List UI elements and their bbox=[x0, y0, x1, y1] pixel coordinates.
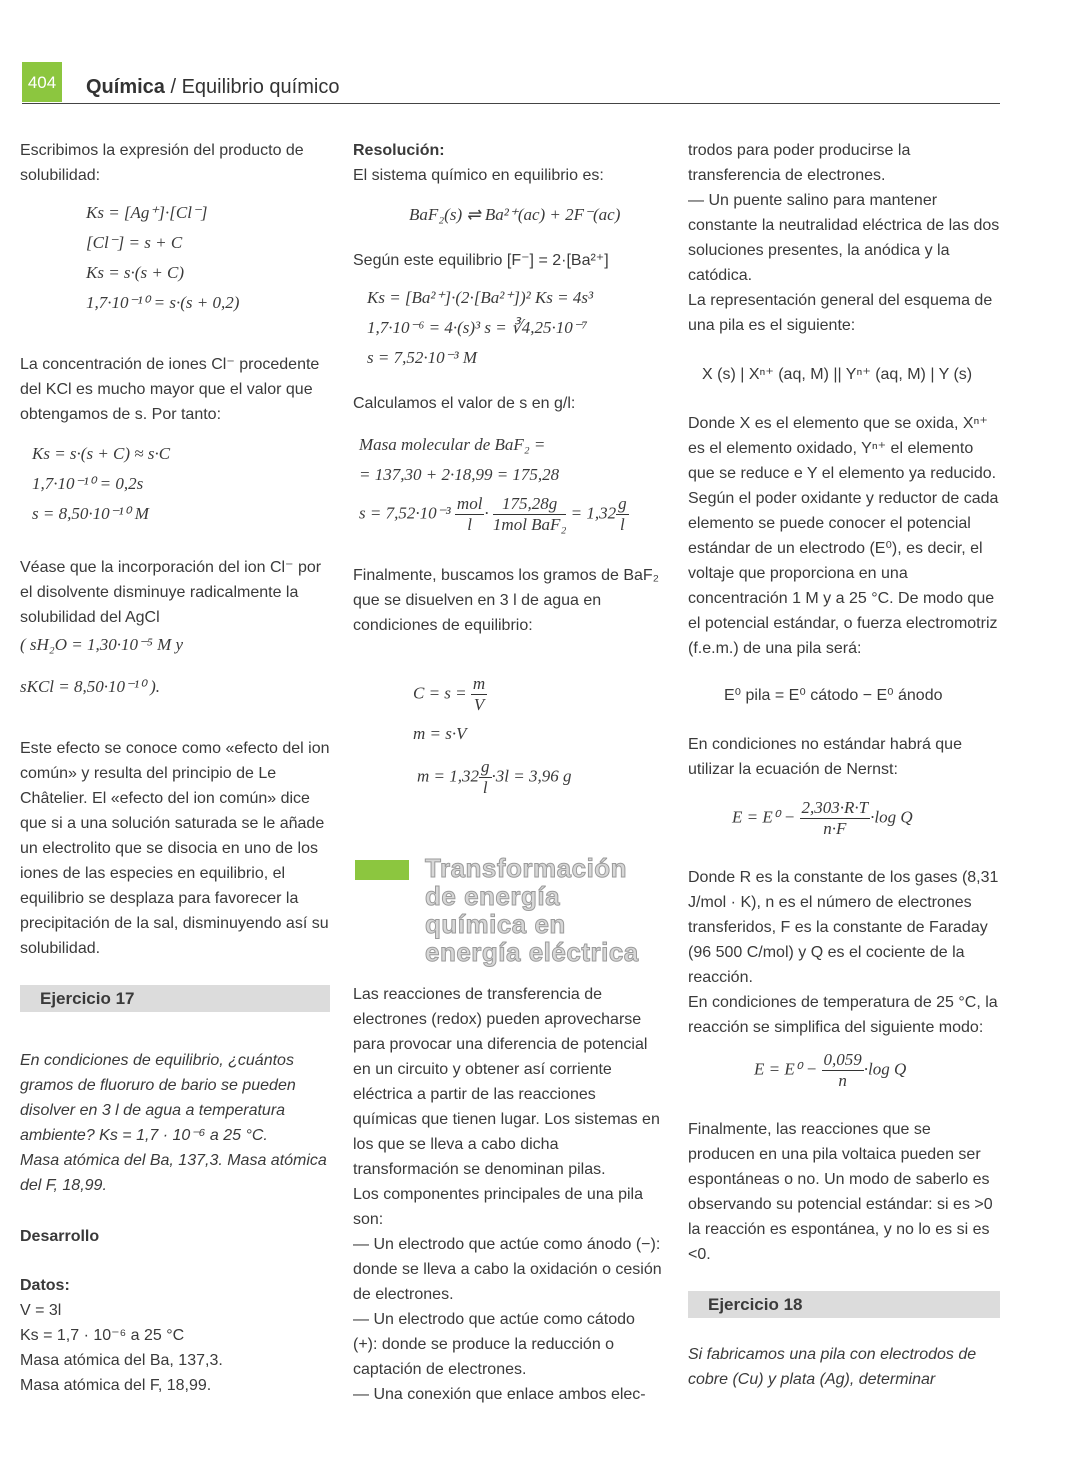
column-left bbox=[20, 138, 330, 1398]
fraction bbox=[455, 494, 485, 535]
fraction bbox=[616, 494, 629, 535]
equation: s = 8,50·10⁻¹⁰ M bbox=[32, 504, 149, 523]
fraction bbox=[471, 674, 487, 715]
fraction-numerator: 2,303·R·T bbox=[801, 798, 869, 817]
paragraph: Finalmente, las reacciones que se producen en una pila voltaica pueden ser espontáneas o no. Un modo de saberlo es observando su potencial estándar: si es >0 la reacción es espontánea, y no lo es si es <0. bbox=[688, 1121, 993, 1263]
fraction-denominator: l bbox=[619, 515, 625, 534]
paragraph: En condiciones de temperatura de 25 °C, la reacción se simplifica del siguiente modo: bbox=[688, 994, 998, 1036]
exercise-statement: Si fabricamos una pila con electrodos de cobre (Cu) y plata (Ag), determinar bbox=[688, 1346, 977, 1388]
equation: BaF₂(s) ⇌ Ba²⁺(ac) + 2F⁻(ac) bbox=[409, 205, 621, 224]
header-topic: Equilibrio químico bbox=[181, 76, 340, 98]
equation-part: ·log Q bbox=[870, 807, 913, 827]
equation-part: C = s = bbox=[413, 683, 467, 703]
pile-scheme: X (s) | Xⁿ⁺ (aq, M) || Yⁿ⁺ (aq, M) | Y (s) bbox=[702, 366, 973, 383]
equation-part: = 1,32 bbox=[570, 503, 617, 523]
header-rule bbox=[22, 103, 1000, 104]
paragraph: La representación general del esquema de una pila es el siguiente: bbox=[688, 292, 993, 334]
data-line: Ks = 1,7 · 10⁻⁶ a 25 °C bbox=[20, 1327, 185, 1344]
paragraph: Véase que la incorporación del ion Cl⁻ por el disolvente disminuye radicalmente la solubilidad del AgCl bbox=[20, 559, 322, 626]
equation: s = 7,52·10⁻³ M bbox=[367, 348, 478, 367]
exercise-17-heading: Ejercicio 17 bbox=[20, 985, 330, 1012]
equation-part: ·3l = 3,96 g bbox=[491, 766, 572, 786]
data-line: Masa atómica del Ba, 137,3. bbox=[20, 1352, 223, 1369]
paragraph: El sistema químico en equilibrio es: bbox=[353, 167, 604, 184]
fraction-denominator: 1mol BaF₂ bbox=[492, 515, 567, 534]
list-item: — Un electrodo que actúe como ánodo (−): donde se lleva a cabo la oxidación o cesión de electrones. bbox=[353, 1236, 662, 1303]
paragraph: Las reacciones de transferencia de electrones (redox) pueden aprovecharse para provocar una diferencia de potencial en un circuito y obtener así corriente eléctrica a partir de las reacciones químicas que tienen lugar. Los sistemas en los que se lleva a cabo dicha transformación se denominan pilas. bbox=[353, 986, 660, 1178]
column-right bbox=[688, 138, 1000, 1392]
fraction bbox=[822, 1050, 864, 1091]
equation-block bbox=[353, 416, 663, 535]
paragraph: Donde X es el elemento que se oxida, Xⁿ⁺ es el elemento oxidado, Yⁿ⁺ el elemento que se reduce e Y el elemento ya reducido. Según el poder oxidante y reductor de cada elemento se puede conocer el potencial estándar de un electrodo (E⁰), es decir, el voltaje que proporciona en una concentración 1 M y a 25 °C. De modo que el potencial estándar, o fuerza electromotriz (f.e.m.) de una pila será: bbox=[688, 415, 999, 657]
paragraph: Los componentes principales de una pila son: bbox=[353, 1186, 643, 1228]
paragraph: Calculamos el valor de s en g/l: bbox=[353, 395, 576, 412]
fraction-numerator: mol bbox=[456, 494, 483, 513]
fraction-denominator: l bbox=[467, 515, 473, 534]
exercise-statement: En condiciones de equilibrio, ¿cuántos gramos de fluoruro de bario se pueden disolver en 3 l de agua a temperatura ambiente? Ks = 1,7 · 10⁻⁶ a 25 °C. bbox=[20, 1052, 296, 1144]
equation-part: E = E⁰ − bbox=[754, 1059, 818, 1079]
header-separator: / bbox=[164, 76, 182, 98]
equation: Ks = s·(s + C) bbox=[86, 263, 185, 282]
section-marker bbox=[355, 860, 409, 880]
paragraph: La concentración de iones Cl⁻ procedente del KCl es mucho mayor que el valor que obtengamos de s. Por tanto: bbox=[20, 356, 320, 423]
equation-block bbox=[353, 638, 663, 798]
paragraph: Este efecto se conoce como «efecto del ion común» y resulta del principio de Le Châtelier. El «efecto del ion común» dice que si a una solución saturada se le añade un electrolito que se disocia en uno de los iones de las especies en equilibrio, el equilibrio se desplaza para favorecer la precipitación de la sal, disminuyendo así su solubilidad. bbox=[20, 740, 330, 957]
section-label: Resolución: bbox=[353, 142, 445, 159]
fraction-numerator: 0,059 bbox=[823, 1050, 862, 1069]
equation: 1,7·10⁻¹⁰ = 0,2s bbox=[32, 474, 144, 493]
equation bbox=[413, 674, 663, 715]
fraction bbox=[493, 494, 566, 535]
equation bbox=[413, 757, 663, 798]
equation: sKCl = 8,50·10⁻¹⁰ ). bbox=[20, 677, 161, 696]
paragraph: En condiciones no estándar habrá que utilizar la ecuación de Nernst: bbox=[688, 736, 962, 778]
fraction-numerator: g bbox=[618, 494, 627, 513]
exercise-18-heading: Ejercicio 18 bbox=[688, 1291, 1000, 1318]
equation: [Cl⁻] = s + C bbox=[86, 233, 183, 252]
fraction-numerator: 175,28g bbox=[493, 494, 566, 515]
section-heading bbox=[353, 854, 663, 966]
equation: 1,7·10⁻⁶ = 4·(s)³ s = ∛4,25·10⁻⁷ bbox=[367, 318, 588, 337]
fraction bbox=[479, 757, 492, 798]
equation-block bbox=[20, 188, 330, 318]
exercise-statement: Masa atómica del Ba, 137,3. Masa atómica del F, 18,99. bbox=[20, 1152, 327, 1194]
fraction-numerator: g bbox=[481, 757, 490, 776]
paragraph: Escribimos la expresión del producto de solubilidad: bbox=[20, 142, 304, 184]
equation-part: s = 7,52·10⁻³ bbox=[359, 503, 451, 523]
page-number: 404 bbox=[22, 62, 62, 102]
paragraph: Según este equilibrio [F⁻] = 2·[Ba²⁺] bbox=[353, 252, 609, 269]
list-item: — Una conexión que enlace ambos elec- bbox=[353, 1386, 646, 1403]
section-label: Desarrollo bbox=[20, 1228, 100, 1245]
paragraph: trodos para poder producirse la transferencia de electrones. bbox=[688, 142, 911, 184]
data-line: V = 3l bbox=[20, 1302, 62, 1319]
equation-part: ·log Q bbox=[863, 1059, 907, 1079]
fraction-denominator: V bbox=[473, 695, 485, 714]
equation: Ks = [Ba²⁺]·(2·[Ba²⁺])² Ks = 4s³ bbox=[367, 288, 594, 307]
equation-block bbox=[20, 427, 330, 529]
fraction-denominator: n·F bbox=[823, 819, 847, 838]
equation: = 137,30 + 2·18,99 = 175,28 bbox=[359, 465, 560, 484]
header-subject: Química bbox=[86, 76, 165, 98]
data-line: Masa atómica del F, 18,99. bbox=[20, 1377, 212, 1394]
list-item: — Un puente salino para mantener constante la neutralidad eléctrica de las dos soluciones presentes, la anódica y la catódica. bbox=[688, 192, 1000, 284]
fraction-denominator: n bbox=[838, 1071, 847, 1090]
equation: Masa molecular de BaF₂ = bbox=[359, 435, 546, 454]
fraction-denominator: l bbox=[482, 778, 488, 797]
fraction-numerator: m bbox=[472, 674, 486, 693]
equation-part: E = E⁰ − bbox=[732, 807, 796, 827]
equation: m = s·V bbox=[413, 724, 467, 743]
equation: 1,7·10⁻¹⁰ = s·(s + 0,2) bbox=[86, 293, 240, 312]
section-title: Transformación de energía química en energía eléctrica bbox=[425, 853, 639, 967]
fraction bbox=[800, 798, 871, 839]
equation: E⁰ pila = E⁰ cátodo − E⁰ ánodo bbox=[724, 687, 943, 704]
section-label: Datos: bbox=[20, 1277, 70, 1294]
paragraph: Donde R es la constante de los gases (8,31 J/mol · K), n es el número de electrones transferidos, F es la constante de Faraday (96 500 C/mol) y Q es el cociente de la reacción. bbox=[688, 869, 999, 986]
column-middle bbox=[353, 138, 663, 1407]
list-item: — Un electrodo que actúe como cátodo (+): donde se produce la reducción o captación de electrones. bbox=[353, 1311, 635, 1378]
equation: Ks = [Ag⁺]·[Cl⁻] bbox=[86, 203, 208, 222]
running-header bbox=[86, 76, 339, 99]
equation-part: m = 1,32 bbox=[417, 766, 479, 786]
equation-block bbox=[353, 273, 663, 373]
nernst-simplified bbox=[688, 1050, 1000, 1091]
equation: Ks = s·(s + C) ≈ s·C bbox=[32, 444, 171, 463]
nernst-equation bbox=[688, 798, 1000, 839]
paragraph: Finalmente, buscamos los gramos de BaF₂ que se disuelven en 3 l de agua en condiciones de equilibrio: bbox=[353, 567, 659, 634]
equation: ( sH₂O = 1,30·10⁻⁵ M y bbox=[20, 635, 184, 654]
equation: s = 7,52·10⁻³ $\frac{\text{mol}}{l}$ · $\frac{175,28g}{\text{1mol BaF₂}}$ = 1,32 $\frac{g}{l}$ bbox=[359, 494, 627, 534]
